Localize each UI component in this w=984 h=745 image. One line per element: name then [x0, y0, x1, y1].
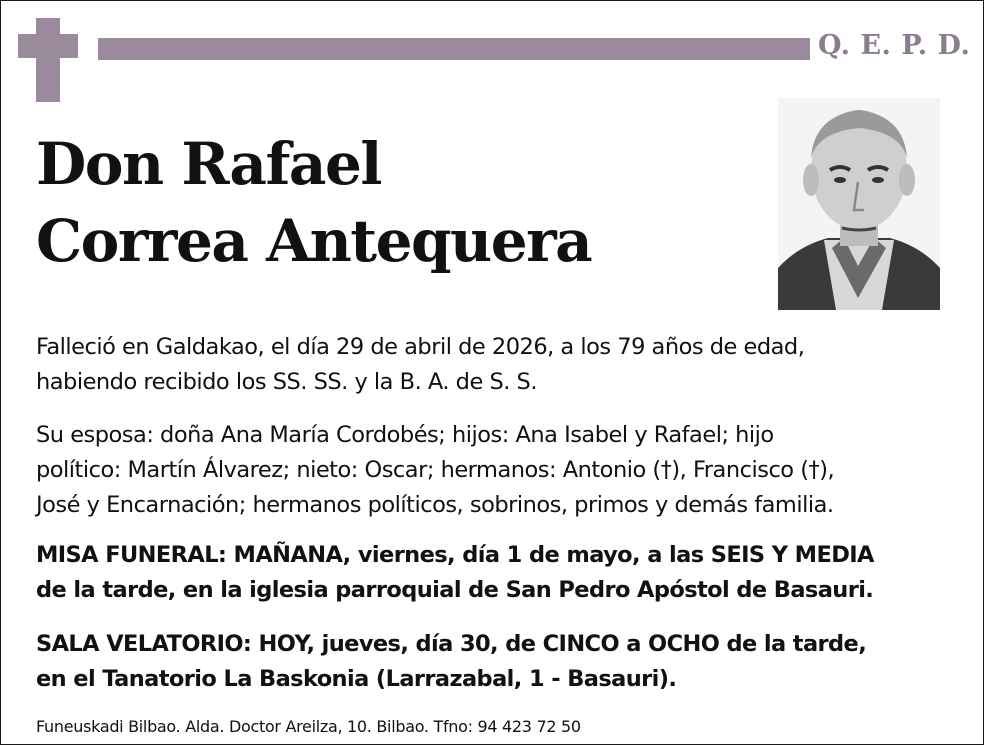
death-notice-paragraph: [36, 330, 956, 400]
wake-line: SALA VELATORIO: HOY, jueves, día 30, de CINCO a OCHO de la tarde,: [36, 631, 867, 657]
name-line-1: Don Rafael: [36, 130, 381, 198]
death-notice-line: Falleció en Galdakao, el día 29 de abril de 2026, a los 79 años de edad,: [36, 334, 805, 360]
family-line: político: Martín Álvarez; nieto: Oscar; hermanos: Antonio (†), Francisco (†),: [36, 457, 835, 483]
funeral-mass-line: de la tarde, en la iglesia parroquial de San Pedro Apóstol de Basauri.: [36, 577, 874, 603]
deceased-name: [36, 126, 591, 280]
funeral-mass-line: MISA FUNERAL: MAÑANA, viernes, día 1 de mayo, a las SEIS Y MEDIA: [36, 542, 874, 568]
death-notice-line: habiendo recibido los SS. SS. y la B. A. de S. S.: [36, 369, 537, 395]
family-line: José y Encarnación; hermanos políticos, sobrinos, primos y demás familia.: [36, 492, 834, 518]
funeral-home-footer: Funeuskadi Bilbao. Alda. Doctor Areilza, 10. Bilbao. Tfno: 94 423 72 50: [36, 717, 581, 736]
family-paragraph: [36, 418, 956, 523]
wake-line: en el Tanatorio La Baskonia (Larrazabal, 1 - Basauri).: [36, 666, 677, 692]
qepd-label: Q. E. P. D.: [818, 30, 971, 61]
header-rule: [98, 38, 810, 60]
name-line-2: Correa Antequera: [36, 207, 592, 275]
wake-paragraph: [36, 627, 956, 697]
portrait-photo: [778, 98, 940, 310]
family-line: Su esposa: doña Ana María Cordobés; hijos: Ana Isabel y Rafael; hijo: [36, 422, 774, 448]
funeral-mass-paragraph: [36, 538, 956, 608]
